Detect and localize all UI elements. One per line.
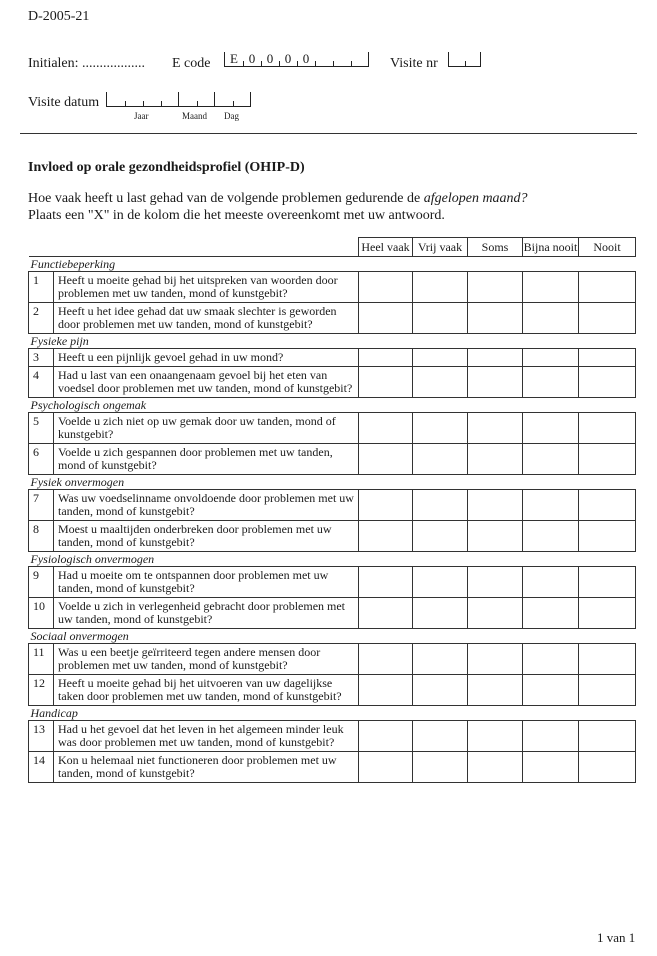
answer-cell-q7-5[interactable]	[579, 490, 636, 521]
question-row	[29, 349, 636, 367]
answer-cell-q10-1[interactable]	[359, 598, 413, 629]
answer-cell-q2-1[interactable]	[359, 303, 413, 334]
ecode-tick	[333, 61, 334, 66]
answer-cell-q7-3[interactable]	[468, 490, 523, 521]
question-text: Moest u maaltijden onderbreken door problemen met uw tanden, mond of kunstgebit?	[54, 521, 359, 552]
visite-datum-label: Visite datum	[28, 95, 100, 110]
question-text: Voelde u zich niet op uw gemak door uw tanden, mond of kunstgebit?	[54, 413, 359, 444]
initialen-field[interactable]: Initialen: ..................	[28, 56, 146, 71]
answer-cell-q1-2[interactable]	[413, 272, 468, 303]
question-number: 7	[29, 490, 54, 521]
answer-cell-q3-4[interactable]	[523, 349, 579, 367]
answer-cell-q3-2[interactable]	[413, 349, 468, 367]
category-row	[29, 629, 636, 644]
ecode-label: E code	[172, 56, 211, 71]
answer-cell-q6-4[interactable]	[523, 444, 579, 475]
question-row	[29, 598, 636, 629]
answer-cell-q11-2[interactable]	[413, 644, 468, 675]
answer-cell-q12-4[interactable]	[523, 675, 579, 706]
question-row	[29, 413, 636, 444]
answer-cell-q9-2[interactable]	[413, 567, 468, 598]
date-label-year: Jaar	[134, 111, 149, 121]
answer-cell-q4-1[interactable]	[359, 367, 413, 398]
answer-cell-q5-5[interactable]	[579, 413, 636, 444]
ecode-tick	[297, 61, 298, 66]
question-number: 14	[29, 752, 54, 783]
answer-cell-q14-2[interactable]	[413, 752, 468, 783]
answer-cell-q9-3[interactable]	[468, 567, 523, 598]
answer-cell-q6-3[interactable]	[468, 444, 523, 475]
answer-cell-q12-3[interactable]	[468, 675, 523, 706]
ecode-tick	[243, 61, 244, 66]
answer-cell-q1-3[interactable]	[468, 272, 523, 303]
answer-cell-q14-1[interactable]	[359, 752, 413, 783]
answer-cell-q13-2[interactable]	[413, 721, 468, 752]
answer-cell-q2-2[interactable]	[413, 303, 468, 334]
date-label-month: Maand	[182, 111, 207, 121]
question-row	[29, 721, 636, 752]
question-number: 6	[29, 444, 54, 475]
answer-cell-q9-5[interactable]	[579, 567, 636, 598]
answer-cell-q2-5[interactable]	[579, 303, 636, 334]
category-row	[29, 706, 636, 721]
answer-cell-q2-3[interactable]	[468, 303, 523, 334]
ecode-tick	[261, 61, 262, 66]
table-header-row	[29, 238, 636, 257]
answer-cell-q14-4[interactable]	[523, 752, 579, 783]
category-label: Handicap	[29, 706, 636, 721]
page-number: 1 van 1	[597, 930, 636, 945]
answer-cell-q5-4[interactable]	[523, 413, 579, 444]
question-row	[29, 521, 636, 552]
category-row	[29, 398, 636, 413]
instruction-line-1	[28, 191, 528, 207]
category-label: Psychologisch ongemak	[29, 398, 636, 413]
question-row	[29, 444, 636, 475]
answer-cell-q8-4[interactable]	[523, 521, 579, 552]
ecode-digit: 0	[284, 51, 292, 66]
answer-cell-q4-3[interactable]	[468, 367, 523, 398]
instruction-text: Hoe vaak heeft u last gehad van de volgende problemen gedurende de	[28, 191, 424, 206]
column-header: Soms	[468, 238, 523, 257]
question-number: 9	[29, 567, 54, 598]
answer-cell-q7-2[interactable]	[413, 490, 468, 521]
document-id: D-2005-21	[28, 9, 90, 24]
instruction-emphasis: afgelopen maand?	[423, 191, 528, 206]
answer-cell-q3-3[interactable]	[468, 349, 523, 367]
answer-cell-q4-4[interactable]	[523, 367, 579, 398]
question-row	[29, 567, 636, 598]
category-label: Fysieke pijn	[29, 334, 636, 349]
answer-cell-q6-2[interactable]	[413, 444, 468, 475]
question-number: 4	[29, 367, 54, 398]
instruction-line-2: Plaats een "X" in de kolom die het meeste overeenkomt met uw antwoord.	[28, 208, 445, 223]
section-title: Invloed op orale gezondheidsprofiel (OHIP-D)	[28, 160, 305, 175]
answer-cell-q3-1[interactable]	[359, 349, 413, 367]
question-text: Heeft u moeite gehad bij het uitvoeren van uw dagelijkse taken door problemen met uw tanden, mond of kunstgebit?	[54, 675, 359, 706]
question-number: 5	[29, 413, 54, 444]
answer-cell-q5-3[interactable]	[468, 413, 523, 444]
visite-nr-label: Visite nr	[390, 56, 438, 71]
answer-cell-q2-4[interactable]	[523, 303, 579, 334]
question-number: 1	[29, 272, 54, 303]
question-row	[29, 675, 636, 706]
question-number: 11	[29, 644, 54, 675]
ecode-tick	[315, 61, 316, 66]
question-number: 2	[29, 303, 54, 334]
question-text: Was uw voedselinname onvoldoende door problemen met uw tanden, mond of kunstgebit?	[54, 490, 359, 521]
answer-cell-q5-2[interactable]	[413, 413, 468, 444]
category-label: Sociaal onvermogen	[29, 629, 636, 644]
column-header: Vrij vaak	[413, 238, 468, 257]
answer-cell-q14-5[interactable]	[579, 752, 636, 783]
answer-cell-q12-5[interactable]	[579, 675, 636, 706]
answer-cell-q13-4[interactable]	[523, 721, 579, 752]
question-number: 10	[29, 598, 54, 629]
answer-cell-q3-5[interactable]	[579, 349, 636, 367]
answer-cell-q5-1[interactable]	[359, 413, 413, 444]
question-text: Heeft u een pijnlijk gevoel gehad in uw mond?	[54, 349, 359, 367]
category-row	[29, 257, 636, 272]
question-number: 3	[29, 349, 54, 367]
question-text: Had u het gevoel dat het leven in het algemeen minder leuk was door problemen met uw tanden, mond of kunstgebit?	[54, 721, 359, 752]
visite-nr-field[interactable]	[448, 52, 481, 67]
question-number: 13	[29, 721, 54, 752]
category-label: Fysiologisch onvermogen	[29, 552, 636, 567]
ecode-digit: E	[230, 51, 238, 66]
answer-cell-q10-2[interactable]	[413, 598, 468, 629]
category-row	[29, 475, 636, 490]
ecode-tick	[279, 61, 280, 66]
question-text: Voelde u zich gespannen door problemen met uw tanden, mond of kunstgebit?	[54, 444, 359, 475]
answer-cell-q14-3[interactable]	[468, 752, 523, 783]
answer-cell-q4-2[interactable]	[413, 367, 468, 398]
ecode-field[interactable]	[224, 52, 369, 67]
answer-cell-q11-4[interactable]	[523, 644, 579, 675]
question-row	[29, 490, 636, 521]
question-text: Heeft u het idee gehad dat uw smaak slechter is geworden door problemen met uw tanden, mond of kunstgebit?	[54, 303, 359, 334]
ecode-digit: 0	[248, 51, 256, 66]
question-row	[29, 272, 636, 303]
answer-cell-q1-5[interactable]	[579, 272, 636, 303]
date-year-field[interactable]	[106, 92, 179, 107]
question-text: Voelde u zich in verlegenheid gebracht door problemen met uw tanden, mond of kunstgebit?	[54, 598, 359, 629]
header-blank	[29, 238, 359, 257]
question-text: Had u moeite om te ontspannen door problemen met uw tanden, mond of kunstgebit?	[54, 567, 359, 598]
answer-cell-q8-2[interactable]	[413, 521, 468, 552]
answer-cell-q11-3[interactable]	[468, 644, 523, 675]
column-header: Heel vaak	[359, 238, 413, 257]
answer-cell-q6-1[interactable]	[359, 444, 413, 475]
ohip-table	[28, 237, 636, 783]
question-row	[29, 644, 636, 675]
answer-cell-q7-1[interactable]	[359, 490, 413, 521]
answer-cell-q13-3[interactable]	[468, 721, 523, 752]
question-row	[29, 752, 636, 783]
ecode-digit: 0	[266, 51, 274, 66]
answer-cell-q8-1[interactable]	[359, 521, 413, 552]
answer-cell-q10-4[interactable]	[523, 598, 579, 629]
answer-cell-q6-5[interactable]	[579, 444, 636, 475]
question-number: 12	[29, 675, 54, 706]
answer-cell-q11-1[interactable]	[359, 644, 413, 675]
question-text: Had u last van een onaangenaam gevoel bij het eten van voedsel door problemen met uw tanden, mond of kunstgebit?	[54, 367, 359, 398]
date-day-field[interactable]	[214, 92, 251, 107]
question-number: 8	[29, 521, 54, 552]
answer-cell-q1-1[interactable]	[359, 272, 413, 303]
category-label: Functiebeperking	[29, 257, 636, 272]
question-text: Was u een beetje geïrriteerd tegen andere mensen door problemen met uw tanden, mond of kunstgebit?	[54, 644, 359, 675]
category-label: Fysiek onvermogen	[29, 475, 636, 490]
answer-cell-q8-3[interactable]	[468, 521, 523, 552]
category-row	[29, 552, 636, 567]
answer-cell-q10-5[interactable]	[579, 598, 636, 629]
answer-cell-q11-5[interactable]	[579, 644, 636, 675]
answer-cell-q1-4[interactable]	[523, 272, 579, 303]
category-row	[29, 334, 636, 349]
ecode-tick	[351, 61, 352, 66]
column-header: Bijna nooit	[523, 238, 579, 257]
answer-cell-q9-1[interactable]	[359, 567, 413, 598]
question-row	[29, 303, 636, 334]
column-header: Nooit	[579, 238, 636, 257]
date-month-field[interactable]	[178, 92, 215, 107]
answer-cell-q12-1[interactable]	[359, 675, 413, 706]
question-text: Kon u helemaal niet functioneren door problemen met uw tanden, mond of kunstgebit?	[54, 752, 359, 783]
answer-cell-q13-5[interactable]	[579, 721, 636, 752]
question-text: Heeft u moeite gehad bij het uitspreken van woorden door problemen met uw tanden, mond of kunstgebit?	[54, 272, 359, 303]
divider	[20, 133, 637, 134]
ecode-digit: 0	[302, 51, 310, 66]
answer-cell-q13-1[interactable]	[359, 721, 413, 752]
answer-cell-q7-4[interactable]	[523, 490, 579, 521]
answer-cell-q4-5[interactable]	[579, 367, 636, 398]
date-label-day: Dag	[224, 111, 239, 121]
answer-cell-q8-5[interactable]	[579, 521, 636, 552]
answer-cell-q9-4[interactable]	[523, 567, 579, 598]
answer-cell-q10-3[interactable]	[468, 598, 523, 629]
answer-cell-q12-2[interactable]	[413, 675, 468, 706]
question-row	[29, 367, 636, 398]
